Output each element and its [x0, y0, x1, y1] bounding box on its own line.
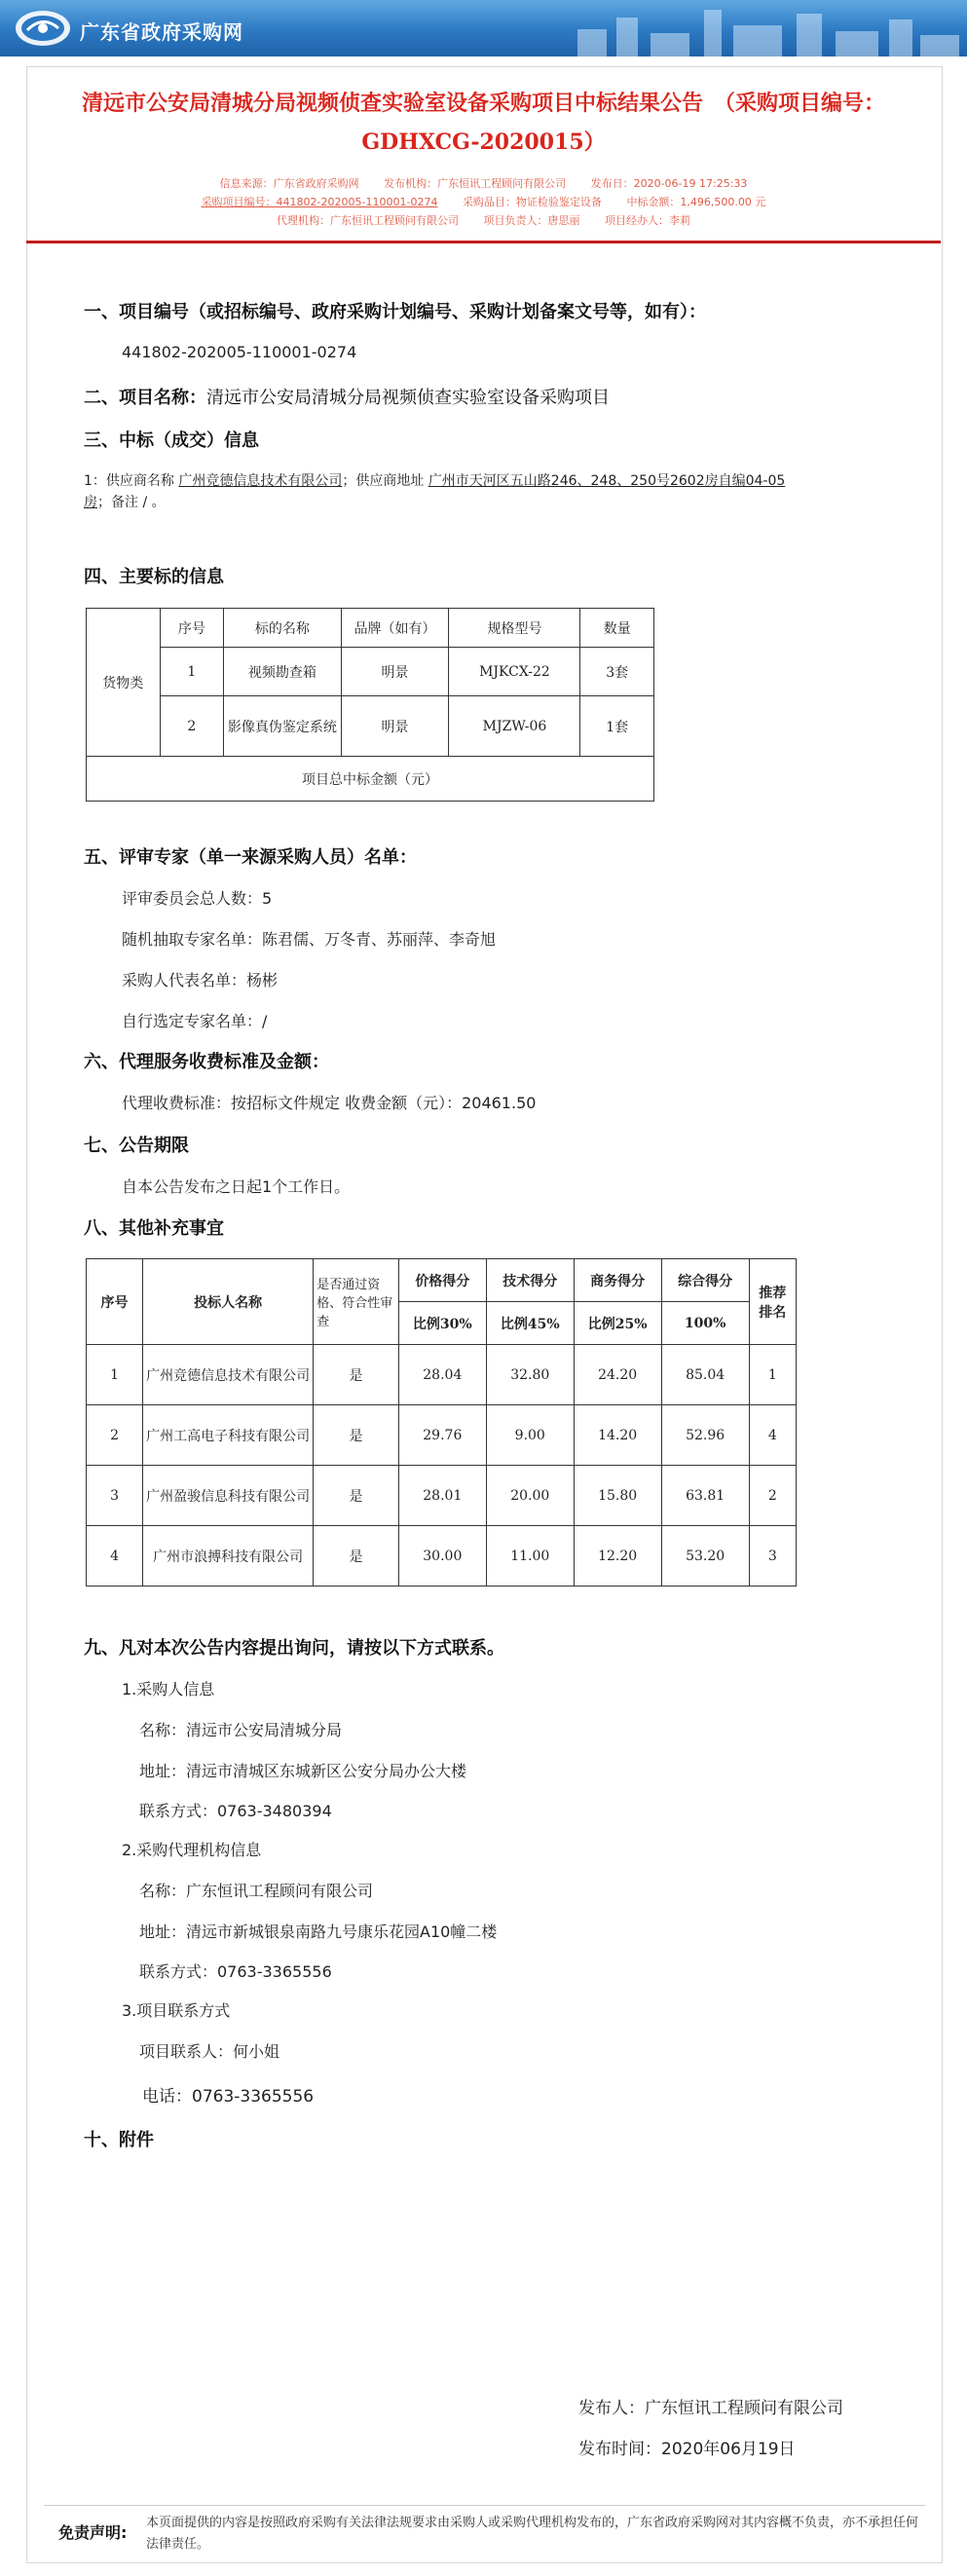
- score-cell: 32.80: [486, 1345, 574, 1405]
- section-5-line: 采购人代表名单：杨彬: [122, 971, 279, 989]
- goods-table-row: [87, 648, 654, 696]
- score-cell: 14.20: [574, 1405, 661, 1466]
- meta-handler: 项目经办人：李莉: [605, 214, 690, 227]
- score-cell: 24.20: [574, 1345, 661, 1405]
- goods-header-brand: 品牌（如有）: [341, 609, 449, 648]
- score-cell: 28.04: [398, 1345, 486, 1405]
- score-table-row: [87, 1405, 797, 1466]
- skyline-banner: [558, 0, 967, 56]
- score-header-rank: 推荐排名: [749, 1259, 796, 1345]
- goods-header-no: 序号: [160, 609, 224, 648]
- supplier-address: 广州市天河区五山路246、248、250号2602房自编04-05: [428, 473, 786, 489]
- score-cell: 广州竞德信息技术有限公司: [143, 1345, 314, 1405]
- score-cell: 2: [749, 1466, 796, 1526]
- score-header-total: 综合得分: [661, 1259, 749, 1302]
- supplier-address-prefix: ；供应商地址: [342, 473, 428, 489]
- section-1-value: 441802-202005-110001-0274: [122, 343, 357, 361]
- meta-row-3: [26, 212, 941, 228]
- score-header-no: 序号: [87, 1259, 143, 1345]
- section-4-heading: 四、主要标的信息: [84, 567, 224, 587]
- goods-cell: 2: [160, 696, 224, 757]
- section-6-heading: 六、代理服务收费标准及金额：: [84, 1052, 329, 1072]
- score-cell: 广州市浪搏科技有限公司: [143, 1526, 314, 1587]
- score-cell: 是: [314, 1526, 399, 1587]
- goods-cell: 1套: [580, 696, 654, 757]
- score-cell: 广州工高电子科技有限公司: [143, 1405, 314, 1466]
- meta-source: 信息来源：广东省政府采购网: [219, 177, 359, 190]
- goods-table: [86, 608, 654, 802]
- section-2-value: 清远市公安局清城分局视频侦查实验室设备采购项目: [206, 388, 610, 408]
- score-table: [86, 1258, 797, 1587]
- publish-date: 发布时间：2020年06月19日: [578, 2440, 796, 2459]
- score-cell: 1: [87, 1345, 143, 1405]
- goods-cell: 1: [160, 648, 224, 696]
- site-logo-icon[interactable]: [14, 7, 76, 50]
- goods-header-model: 规格型号: [449, 609, 580, 648]
- section-3-heading: 三、中标（成交）信息: [84, 430, 259, 451]
- site-header: [0, 0, 967, 56]
- score-sub-total: 100%: [661, 1302, 749, 1345]
- publisher-signature: 发布人：广东恒讯工程顾问有限公司: [578, 2399, 843, 2418]
- score-table-row: [87, 1466, 797, 1526]
- page-title: [26, 84, 941, 162]
- contact-line: 电话：0763-3365556: [142, 2087, 315, 2107]
- site-name[interactable]: 广东省政府采购网: [80, 20, 243, 44]
- score-cell: 28.01: [398, 1466, 486, 1526]
- contact-line: 地址：清远市新城银泉南路九号康乐花园A10幢二楼: [139, 1923, 498, 1941]
- section-5-heading: 五、评审专家（单一来源采购人员）名单：: [84, 847, 417, 868]
- score-cell: 广州盈骏信息科技有限公司: [143, 1466, 314, 1526]
- section-10-heading: 十、附件: [84, 2130, 154, 2150]
- section-5-line: 自行选定专家名单：/: [122, 1012, 268, 1030]
- goods-cell: 影像真伪鉴定系统: [224, 696, 341, 757]
- score-cell: 30.00: [398, 1526, 486, 1587]
- score-cell: 52.96: [661, 1405, 749, 1466]
- meta-date: 发布日：2020-06-19 17:25:33: [590, 177, 748, 190]
- contact-line: 地址：清远市清城区东城新区公安分局办公大楼: [139, 1762, 467, 1780]
- goods-table-row: [87, 696, 654, 757]
- score-sub-biz: 比例25%: [574, 1302, 661, 1345]
- score-cell: 2: [87, 1405, 143, 1466]
- score-header-price: 价格得分: [398, 1259, 486, 1302]
- contact-line: 名称：广东恒讯工程顾问有限公司: [139, 1882, 374, 1900]
- goods-cell: 3套: [580, 648, 654, 696]
- section-3-line-2: [84, 492, 166, 511]
- section-5-line: 评审委员会总人数：5: [122, 889, 273, 908]
- score-header-row: [87, 1259, 797, 1302]
- section-5-line: 随机抽取专家名单：陈君儒、万冬青、苏丽萍、李奇旭: [122, 930, 497, 949]
- section-3-line-1: [84, 470, 785, 490]
- score-cell: 是: [314, 1466, 399, 1526]
- score-sub-tech: 比例45%: [486, 1302, 574, 1345]
- meta-amount: 中标金额：1,496,500.00 元: [626, 196, 766, 208]
- score-sub-price: 比例30%: [398, 1302, 486, 1345]
- score-cell: 15.80: [574, 1466, 661, 1526]
- goods-header-name: 标的名称: [224, 609, 341, 648]
- score-cell: 3: [87, 1466, 143, 1526]
- goods-table-header-row: [87, 609, 654, 648]
- supplier-note: ；备注 / 。: [97, 495, 166, 510]
- title-divider: [26, 241, 941, 243]
- score-cell: 是: [314, 1405, 399, 1466]
- goods-total-row: [87, 757, 654, 802]
- meta-project-lead: 项目负责人：唐思丽: [483, 214, 580, 227]
- score-cell: 11.00: [486, 1526, 574, 1587]
- score-cell: 4: [749, 1405, 796, 1466]
- section-6-value: 代理收费标准：按招标文件规定 收费金额（元）：20461.50: [122, 1094, 537, 1112]
- score-header-compliance: 是否通过资格、符合性审查: [314, 1259, 399, 1345]
- section-7-heading: 七、公告期限: [84, 1136, 189, 1156]
- contact-line: 名称：清远市公安局清城分局: [139, 1721, 343, 1739]
- score-cell: 4: [87, 1526, 143, 1587]
- section-2-heading: 二、项目名称：: [84, 388, 206, 408]
- score-header-name: 投标人名称: [143, 1259, 314, 1345]
- goods-cell: MJZW-06: [449, 696, 580, 757]
- score-cell: 20.00: [486, 1466, 574, 1526]
- goods-total-label: 项目总中标金额（元）: [87, 757, 654, 802]
- score-cell: 63.81: [661, 1466, 749, 1526]
- section-1-heading: 一、项目编号（或招标编号、政府采购计划编号、采购计划备案文号等，如有）：: [84, 302, 706, 322]
- score-cell: 3: [749, 1526, 796, 1587]
- score-table-row: [87, 1345, 797, 1405]
- contact-group-title: 3.项目联系方式: [122, 2001, 231, 2020]
- goods-cell: MJKCX-22: [449, 648, 580, 696]
- meta-agency: 代理机构：广东恒讯工程顾问有限公司: [277, 214, 459, 227]
- meta-row-2: [26, 194, 941, 209]
- supplier-prefix: 1：供应商名称: [84, 473, 179, 489]
- contact-line: 联系方式：0763-3480394: [139, 1802, 332, 1820]
- supplier-name: 广州竞德信息技术有限公司: [178, 473, 343, 489]
- section-2: [84, 384, 610, 409]
- meta-category: 采购品目：物证检验鉴定设备: [462, 196, 602, 208]
- score-cell: 29.76: [398, 1405, 486, 1466]
- score-cell: 1: [749, 1345, 796, 1405]
- score-header-tech: 技术得分: [486, 1259, 574, 1302]
- footer-divider: [44, 2505, 925, 2506]
- score-cell: 12.20: [574, 1526, 661, 1587]
- section-7-value: 自本公告发布之日起1个工作日。: [122, 1177, 351, 1196]
- contact-group-title: 2.采购代理机构信息: [122, 1841, 262, 1859]
- score-cell: 9.00: [486, 1405, 574, 1466]
- meta-publisher: 发布机构：广东恒讯工程顾问有限公司: [384, 177, 567, 190]
- goods-category-cell: 货物类: [87, 609, 161, 757]
- score-table-row: [87, 1526, 797, 1587]
- goods-header-qty: 数量: [580, 609, 654, 648]
- meta-project-no-link[interactable]: 采购项目编号：441802-202005-110001-0274: [201, 196, 438, 208]
- section-9-heading: 九、凡对本次公告内容提出询问，请按以下方式联系。: [84, 1638, 504, 1659]
- score-cell: 53.20: [661, 1526, 749, 1587]
- goods-cell: 明景: [341, 648, 449, 696]
- meta-row-1: [26, 175, 941, 191]
- contact-line: 联系方式：0763-3365556: [139, 1962, 332, 1981]
- disclaimer-label: 免责声明:: [58, 2523, 128, 2542]
- supplier-address-cont: 房: [84, 495, 97, 510]
- score-cell: 85.04: [661, 1345, 749, 1405]
- page-title-line1: 清远市公安局清城分局视频侦查实验室设备采购项目中标结果公告 （采购项目编号：: [81, 91, 885, 116]
- page-title-line2: GDHXCG-2020015）: [361, 130, 606, 155]
- goods-cell: 视频勘查箱: [224, 648, 341, 696]
- contact-group-title: 1.采购人信息: [122, 1680, 215, 1699]
- score-header-biz: 商务得分: [574, 1259, 661, 1302]
- goods-cell: 明景: [341, 696, 449, 757]
- disclaimer-text: 本页面提供的内容是按照政府采购有关法律法规要求由采购人或采购代理机构发布的，广东省政府采购网对其内容概不负责，亦不承担任何法律责任。: [146, 2516, 919, 2552]
- score-cell: 是: [314, 1345, 399, 1405]
- section-8-heading: 八、其他补充事宜: [84, 1218, 224, 1239]
- contact-line: 项目联系人：何小姐: [139, 2042, 280, 2061]
